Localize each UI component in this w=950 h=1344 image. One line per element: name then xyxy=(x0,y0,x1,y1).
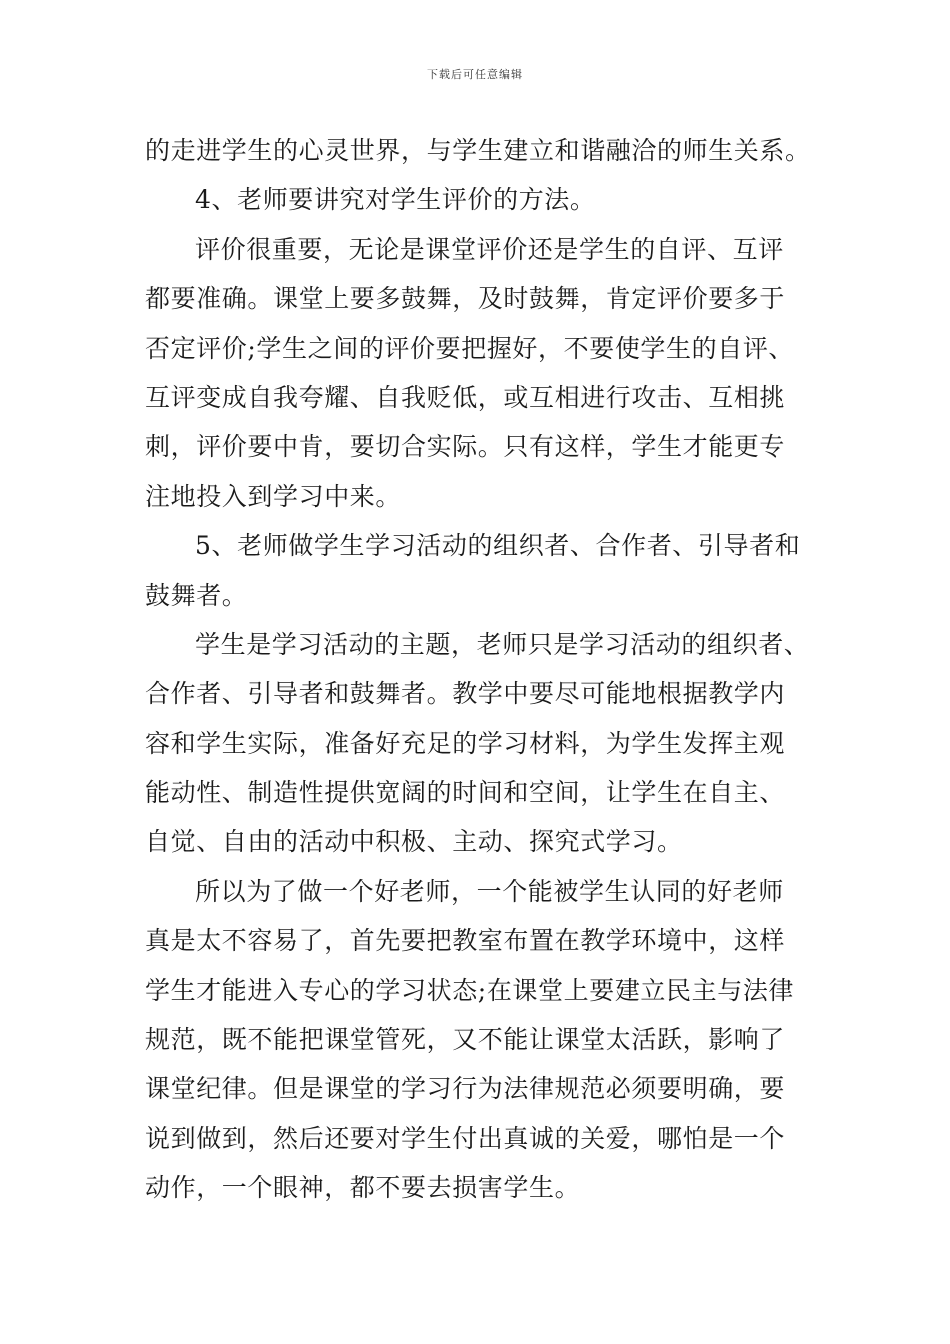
text-line: 学生是学习活动的主题，老师只是学习活动的组织者、 xyxy=(195,629,810,659)
text-line: 所以为了做一个好老师，一个能被学生认同的好老师 xyxy=(195,876,784,906)
text-line: 评价很重要，无论是课堂评价还是学生的自评、互评 xyxy=(195,234,784,264)
text-line: 互评变成自我夸耀、自我贬低，或互相进行攻击、互相挑 xyxy=(145,382,786,412)
text-line: 真是太不容易了，首先要把教室布置在教学环境中，这样 xyxy=(145,926,786,956)
text-line: 鼓舞者。 xyxy=(145,580,248,610)
document-body xyxy=(145,126,820,1213)
text-line: 合作者、引导者和鼓舞者。教学中要尽可能地根据教学内 xyxy=(145,679,786,709)
text-line: 的走进学生的心灵世界，与学生建立和谐融洽的师生关系。 xyxy=(145,136,811,165)
page-header: 下载后可任意编辑 xyxy=(427,68,523,81)
text-line: 5、老师做学生学习活动的组织者、合作者、引导者和 xyxy=(195,531,801,561)
text-line: 动作，一个眼神，都不要去损害学生。 xyxy=(145,1173,581,1203)
text-line: 容和学生实际，准备好充足的学习材料，为学生发挥主观 xyxy=(145,728,786,758)
text-line: 说到做到，然后还要对学生付出真诚的关爱，哪怕是一个 xyxy=(145,1123,786,1153)
text-line: 注地投入到学习中来。 xyxy=(145,481,402,511)
text-line: 4、老师要讲究对学生评价的方法。 xyxy=(195,185,596,215)
text-line: 都要准确。课堂上要多鼓舞，及时鼓舞，肯定评价要多于 xyxy=(145,284,786,314)
text-line: 学生才能进入专心的学习状态;在课堂上要建立民主与法律 xyxy=(145,975,795,1005)
text-line: 能动性、制造性提供宽阔的时间和空间，让学生在自主、 xyxy=(145,778,786,808)
text-line: 自觉、自由的活动中积极、主动、探究式学习。 xyxy=(145,827,683,857)
text-line: 刺，评价要中肯，要切合实际。只有这样，学生才能更专 xyxy=(145,432,786,462)
text-line: 否定评价;学生之间的评价要把握好，不要使学生的自评、 xyxy=(145,333,795,363)
text-line: 课堂纪律。但是课堂的学习行为法律规范必须要明确，要 xyxy=(145,1074,786,1104)
text-line: 规范，既不能把课堂管死，又不能让课堂太活跃，影响了 xyxy=(145,1025,786,1055)
